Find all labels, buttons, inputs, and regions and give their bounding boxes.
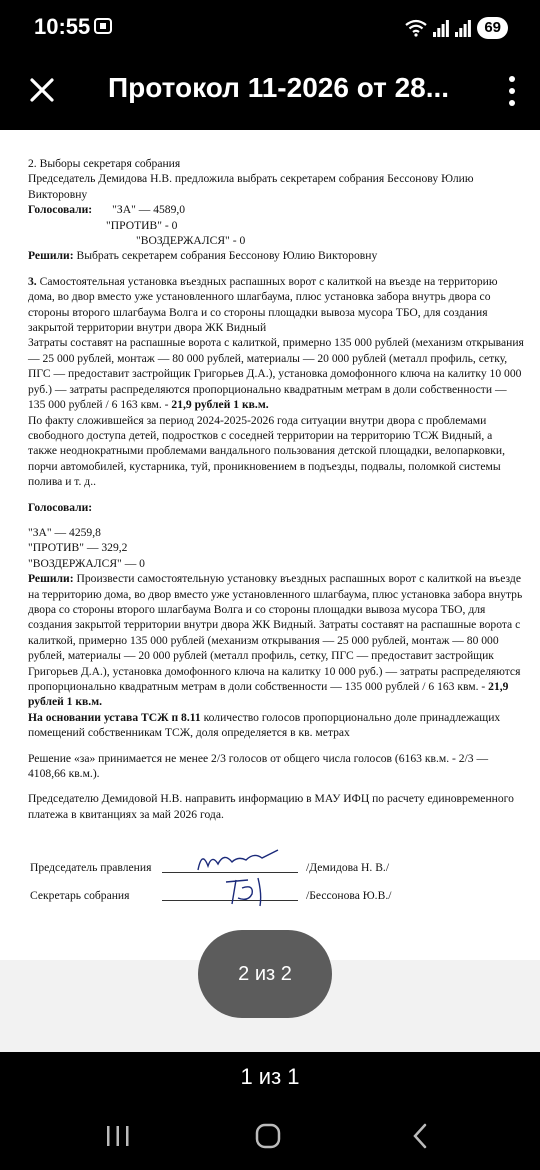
sig1-name: /Демидова Н. В./ — [306, 861, 390, 875]
secretary-signature — [218, 874, 278, 908]
home-icon[interactable] — [254, 1120, 284, 1152]
decision2-line — [28, 571, 524, 710]
item3-rate: 21,9 рублей 1 кв.м. — [171, 398, 269, 412]
vote1-for-line — [28, 202, 524, 217]
signal-icon — [433, 19, 449, 37]
signal-icon-2 — [455, 19, 471, 37]
decided-label-2: Решили: — [28, 572, 74, 586]
item2-proposal: Председатель Демидова Н.В. предложила выбрать секретарем собрания Бессонову Юлию Викторовну — [28, 172, 474, 201]
vote1-for: "ЗА" — 4589,0 — [112, 203, 186, 217]
item2-title: 2. Выборы секретаря собрания — [28, 157, 181, 170]
status-bar — [0, 0, 540, 56]
document-page[interactable] — [0, 130, 540, 960]
charter-bold: На основании устава ТСЖ п 8.11 — [28, 710, 201, 724]
page-counter: 1 из 1 — [240, 1064, 300, 1089]
screenshot-indicator-icon — [94, 18, 112, 34]
app-bar — [0, 56, 540, 130]
item3-text: Самостоятельная установка въездных распашных ворот с калиткой на въезде на территорию дома, во двор вместо уже установленного шлагбаума, плюс установка забора внутрь двора со стороны второго шлагбаума Волга и со стороны площадки вывоза мусора ТБО, для создания закрытой территории внутри двора ЖК Видный — [28, 274, 498, 335]
more-vert-icon[interactable] — [504, 74, 520, 108]
voted-label: Голосовали: — [28, 203, 93, 217]
status-time: 10:55 — [34, 14, 91, 39]
threshold-text: Решение «за» принимается не менее 2/3 голосов от общего числа голосов (6163 кв.м. - 2/3 — 4108,66 кв.м.). — [28, 751, 489, 781]
sig2-label: Секретарь собрания — [30, 889, 130, 903]
decision2: Произвести самостоятельную установку въездных распашных ворот с калиткой на въезде на территорию дома, во двор вместо уже установленного шлагбаума, плюс установка забора внутрь двора со стороны второго шлагбаума Волга и со стороны площадки вывоза мусора ТБО, для создания закрытой территории внутри двора ЖК Видный. Затраты составят на распашные ворота с калиткой, примерно 135 000 рублей (механизм открывания — 25 000 рублей, монтаж — 80 000 рублей, материалы — 20 000 рублей (металл профиль, сетку, ПГС — предоставит застройщик Григорьев Д.А.), установка домофонного ключа на калитку 10 000 руб.) — затраты распределяются пропорционально квадратным метрам в доли собственности — 135 000 рублей / 6 163 квм. - — [28, 572, 523, 693]
decision2-rate: 21,9 рублей 1 кв.м. — [28, 680, 509, 709]
vote1-against: "ПРОТИВ" - 0 — [106, 218, 178, 232]
decided-label: Решили: — [28, 249, 74, 263]
item3-fact: По факту сложившейся за период 2024-2025-2026 года ситуации внутри двора с проблемами свободного доступа детей, подростков с соседней территории на территорию ТСЖ Видный, а также неоднократными проблемами вандального пользования детской площадки, велопарковки, порчи автомобилей, кустарника, туй, проникновением в подъезды, подвалы, поломкой системы полива и т. д.. — [28, 413, 506, 489]
item3-text-line — [28, 274, 524, 336]
decision1-line — [28, 248, 524, 263]
sig1-label: Председатель правления — [30, 861, 152, 875]
vote2-against: "ПРОТИВ" — 329,2 — [28, 541, 128, 555]
voted-label-2: Голосовали: — [28, 500, 93, 514]
signature-secretary — [28, 880, 524, 908]
chairman-signature — [192, 846, 282, 876]
item3-number: 3. — [28, 274, 37, 288]
page-indicator: 2 из 2 — [198, 930, 332, 1018]
item3-costs: Затраты составят на распашные ворота с калиткой, примерно 135 000 рублей (механизм открывания — 25 000 рублей, монтаж — 80 000 рублей, материалы — 20 000 рублей (металл профиль, сетку, ПГС — предоставит застройщик Григорьев Д.А.), установка домофонного ключа на калитку 10 000 руб.) — затраты распределяются пропорционально квадратным метрам в доли собственности — 135 000 рублей / 6 163 квм. - — [28, 336, 524, 412]
vote2-for: "ЗА" — 4259,8 — [28, 525, 101, 539]
recents-icon[interactable] — [104, 1120, 132, 1152]
bottom-bar — [0, 1052, 540, 1170]
decision1: Выбрать секретарем собрания Бессонову Юлию Викторовну — [76, 249, 378, 263]
vote1-abstain: "ВОЗДЕРЖАЛСЯ" - 0 — [136, 234, 246, 248]
battery-indicator: 69 — [477, 17, 508, 39]
wifi-icon — [405, 19, 427, 37]
item3-costs-line — [28, 335, 524, 412]
charter-text: количество голосов пропорционально доле принадлежащих помещений собственникам ТСЖ, доля определяется в кв. метрах — [28, 710, 501, 740]
vote2-abstain: "ВОЗДЕРЖАЛСЯ" — 0 — [28, 556, 145, 570]
back-icon[interactable] — [408, 1120, 432, 1152]
close-icon[interactable] — [22, 70, 62, 110]
sig2-name: /Бессонова Ю.В./ — [306, 889, 392, 903]
document-text — [28, 156, 524, 908]
status-icons — [405, 14, 508, 42]
charter-line — [28, 710, 524, 741]
document-title: Протокол 11-2026 от 28... — [108, 72, 450, 103]
instruction-text: Председателю Демидовой Н.В. направить информацию в МАУ ИФЦ по расчету единовременного платежа в квитанциях за май 2026 года. — [28, 792, 514, 821]
